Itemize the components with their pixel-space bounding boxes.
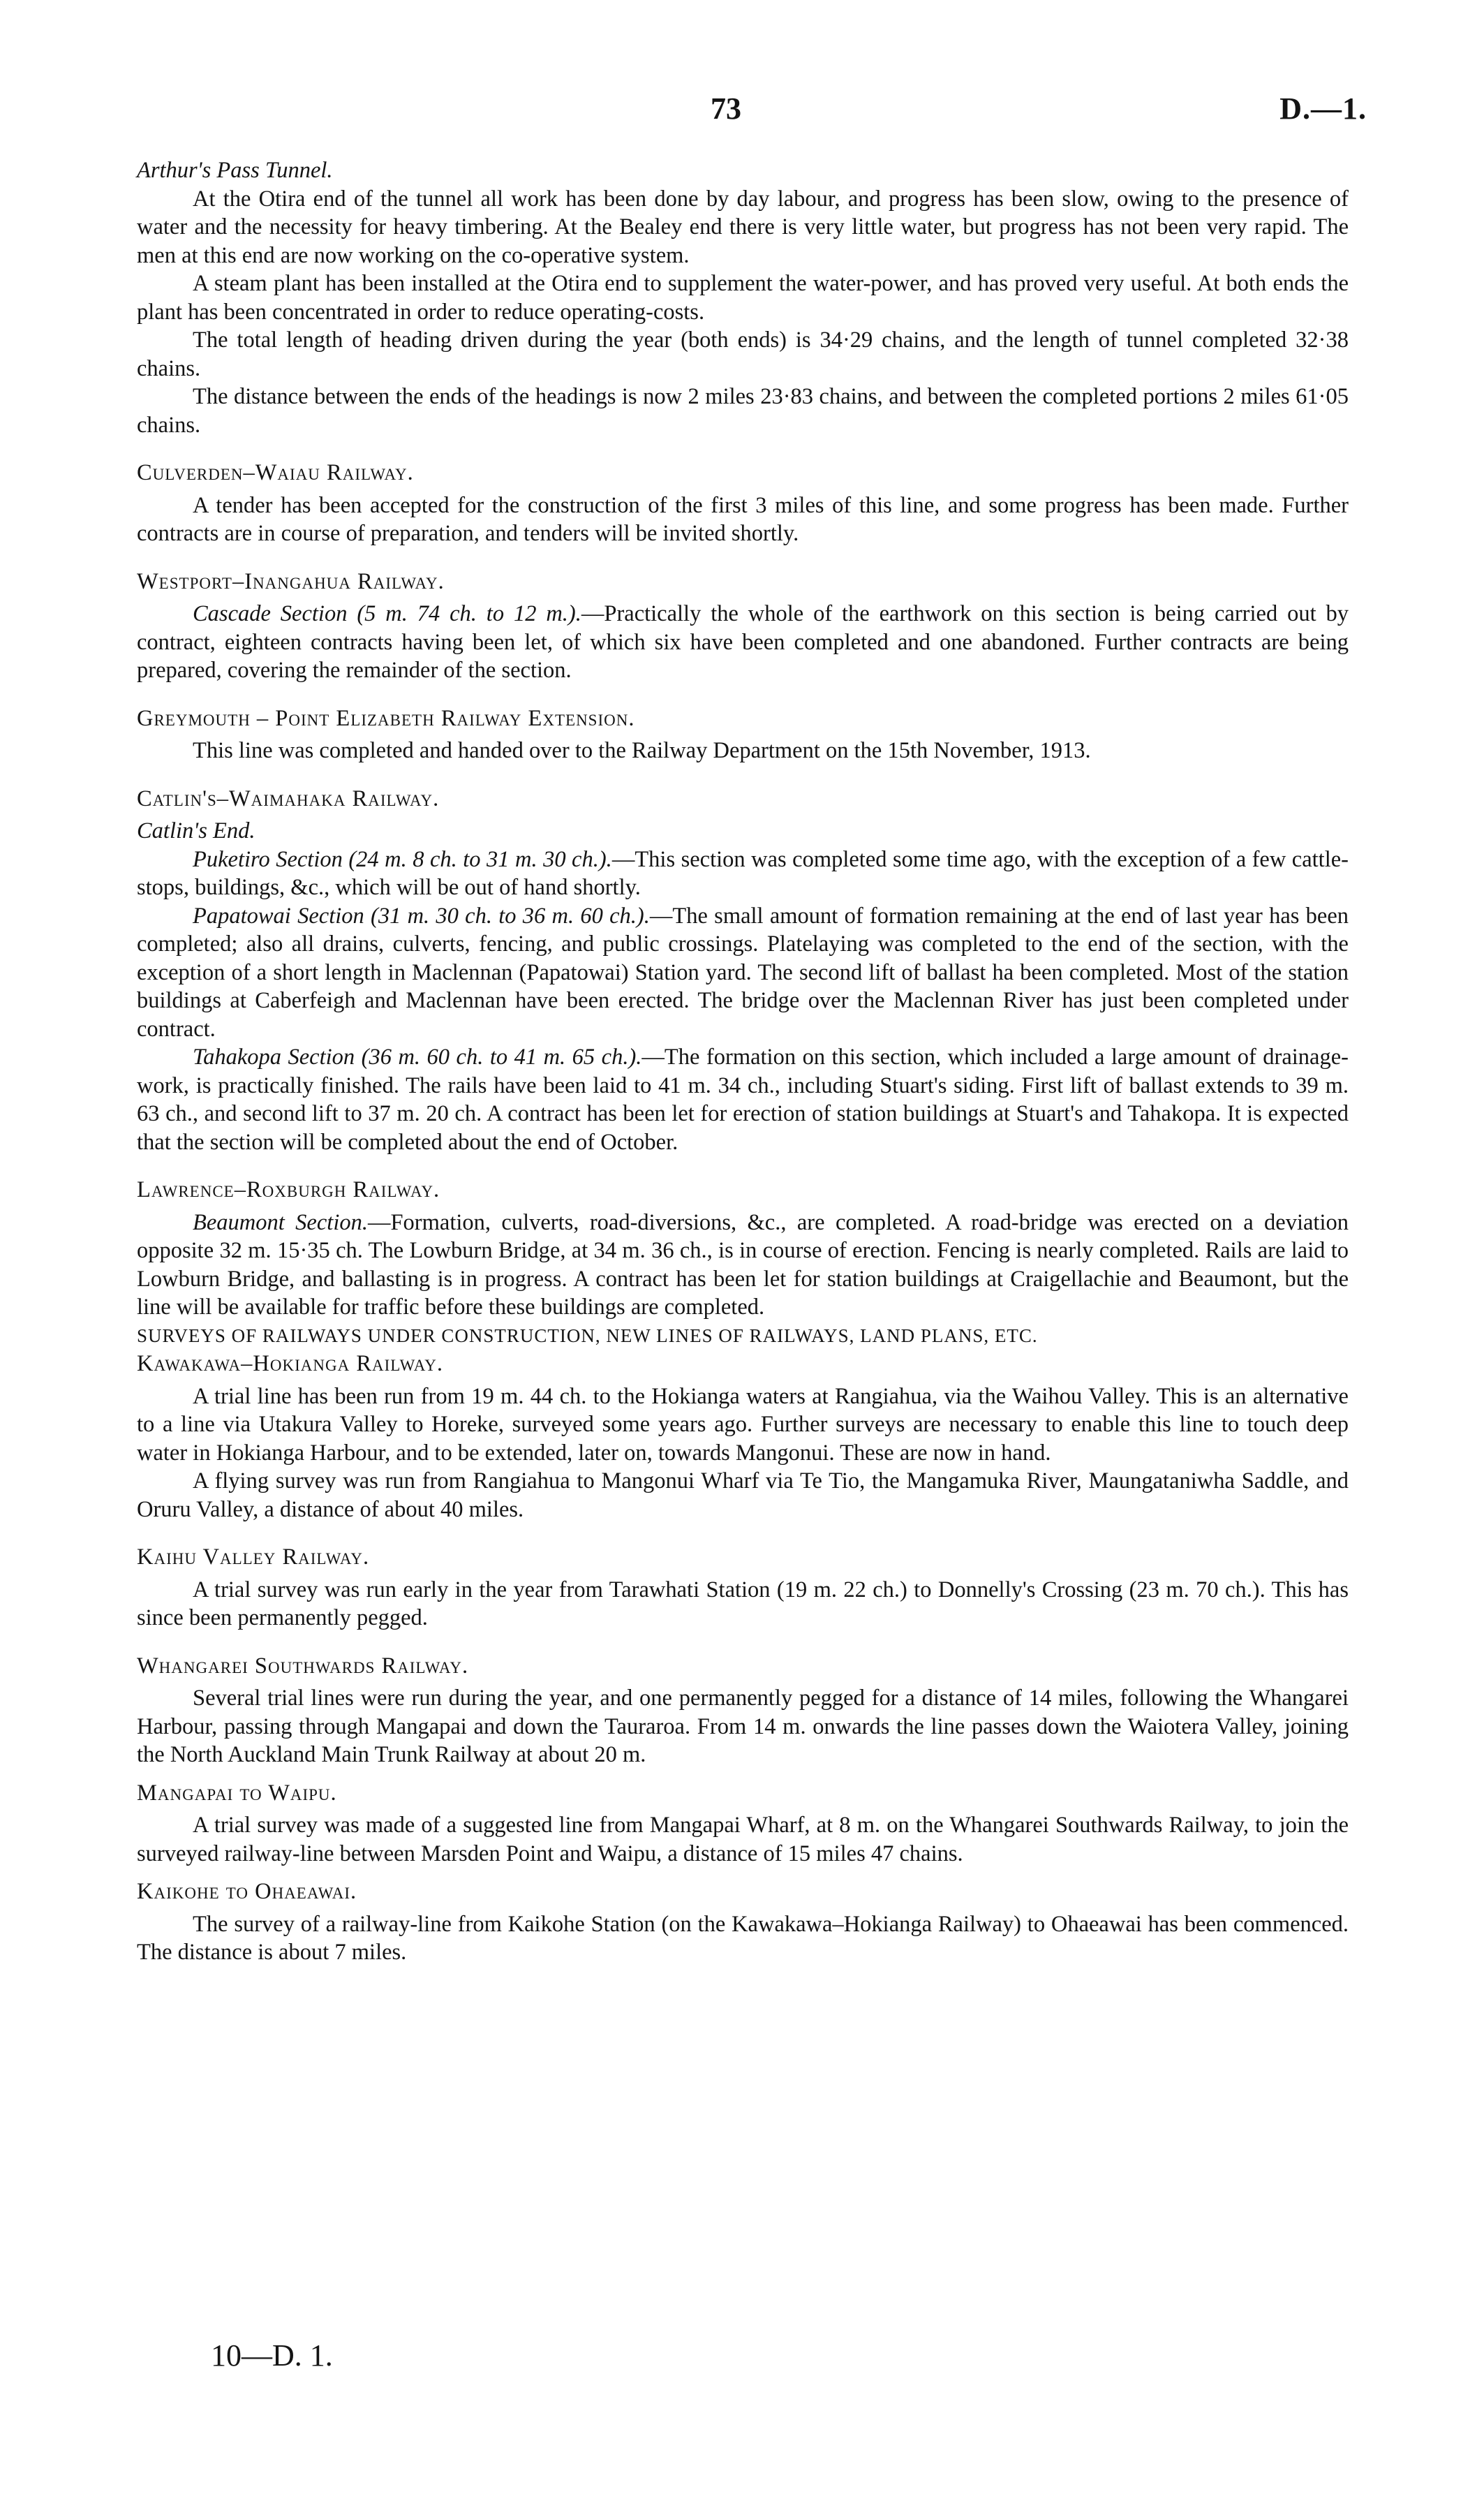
paragraph-text: —The small amount of formation remaining at the end of last year has been completed; also all drains, culverts, fencing, and public crossings. Platelaying was completed to the end of the section, with the exception of a short length in Maclennan (Papatowai) Station yard. The second lift of ballast ha been completed. Most of the station buildings at Caberfeigh and Maclennan have been erected. The bridge over the Maclennan River has just been completed under contract. <box>137 903 1349 1042</box>
section-subtitle-catlins-end: Catlin's End. <box>137 818 255 843</box>
paragraph: This line was completed and handed over to the Railway Department on the 15th November, 1913. <box>193 738 1091 763</box>
document-reference: D.—1. <box>1279 91 1367 126</box>
paragraph: The distance between the ends of the headings is now 2 miles 23·83 chains, and between the completed portions 2 miles 61·05 chains. <box>137 384 1349 438</box>
paragraph <box>137 846 1349 902</box>
paragraph: A trial line has been run from 19 m. 44 ch. to the Hokianga waters at Rangiahua, via the Waihou Valley. This is an alternative to a line via Utakura Valley to Horeke, surveyed some years ago. Further surveys are necessary to enable this line to touch deep water in Hokianga Harbour, and to be extended, later on, towards Mangonui. These are now in hand. <box>137 1383 1349 1466</box>
paragraph: A trial survey was run early in the year from Tarawhati Station (19 m. 22 ch.) to Donnelly's Crossing (23 m. 70 ch.). This has since been permanently pegged. <box>137 1577 1349 1630</box>
section-lead: Puketiro Section (24 m. 8 ch. to 31 m. 30 ch.). <box>193 846 612 872</box>
paragraph: The total length of heading driven during the year (both ends) is 34·29 chains, and the length of tunnel completed 32·38 chains. <box>137 327 1349 381</box>
paragraph: A trial survey was made of a suggested line from Mangapai Wharf, at 8 m. on the Whangarei Southwards Railway, to join the surveyed railway-line between Marsden Point and Waipu, a distance of 15 miles 47 chains. <box>137 1813 1349 1866</box>
paragraph-text: —Practically the whole of the earthwork on this section is being carried out by contract, eighteen contracts having been let, of which six have been completed and one abandoned. Further contracts are being prepared, covering the remainder of the section. <box>137 601 1349 683</box>
paragraph: Several trial lines were run during the year, and one permanently pegged for a distance of 14 miles, following the Whangarei Harbour, passing through Mangapai and down the Tauraroa. From 14 m. onwards the line passes down the Waiotera Valley, joining the North Auckland Main Trunk Railway at about 20 m. <box>137 1686 1349 1767</box>
paragraph <box>137 1209 1349 1322</box>
section-title-culverden: Culverden–Waiau Railway. <box>137 460 414 485</box>
section-title-lawrence: Lawrence–Roxburgh Railway. <box>137 1177 440 1202</box>
section-title-kawakawa: Kawakawa–Hokianga Railway. <box>137 1351 443 1376</box>
page-number: 73 <box>711 91 741 126</box>
section-title-greymouth: Greymouth – Point Elizabeth Railway Extension. <box>137 705 635 731</box>
paragraph: A steam plant has been installed at the Otira end to supplement the water-power, and has proved very useful. At both ends the plant has been concentrated in order to reduce operating-costs. <box>137 271 1349 325</box>
page-content <box>137 156 1349 1967</box>
section-title-kaikohe: Kaikohe to Ohaeawai. <box>137 1879 357 1904</box>
section-lead: Papatowai Section (31 m. 30 ch. to 36 m. 60 ch.). <box>193 903 650 929</box>
section-title-westport: Westport–Inangahua Railway. <box>137 568 445 594</box>
section-title-surveys: SURVEYS OF RAILWAYS UNDER CONSTRUCTION, NEW LINES OF RAILWAYS, LAND PLANS, ETC. <box>137 1325 1038 1346</box>
paragraph <box>137 902 1349 1044</box>
paragraph <box>137 600 1349 685</box>
paragraph: At the Otira end of the tunnel all work has been done by day labour, and progress has been slow, owing to the presence of water and the necessity for heavy timbering. At the Bealey end there is very little water, but progress has not been very rapid. The men at this end are now working on the co-operative system. <box>137 186 1349 268</box>
section-title-kaihu: Kaihu Valley Railway. <box>137 1544 370 1570</box>
section-title-catlins: Catlin's–Waimahaka Railway. <box>137 786 440 811</box>
paragraph: A flying survey was run from Rangiahua to Mangonui Wharf via Te Tio, the Mangamuka River, Maungataniwha Saddle, and Oruru Valley, a distance of about 40 miles. <box>137 1468 1349 1522</box>
footer-signature: 10—D. 1. <box>211 2338 333 2373</box>
section-title-mangapai: Mangapai to Waipu. <box>137 1780 337 1806</box>
section-lead: Cascade Section (5 m. 74 ch. to 12 m.). <box>193 601 581 626</box>
section-title-whangarei: Whangarei Southwards Railway. <box>137 1653 469 1679</box>
section-lead: Tahakopa Section (36 m. 60 ch. to 41 m. 65 ch.). <box>193 1045 642 1070</box>
paragraph-text: —This section was completed some time ago, with the exception of a few cattle-stops, buildings, &c., which will be out of hand shortly. <box>137 846 1349 900</box>
section-title-arthurs-pass: Arthur's Pass Tunnel. <box>137 158 333 183</box>
paragraph-text: —Formation, culverts, road-diversions, &c., are completed. A road-bridge was erected on a deviation opposite 32 m. 15·35 ch. The Lowburn Bridge, at 34 m. 36 ch., is in course of erection. Fencing is nearly completed. Rails are laid to Lowburn Bridge, and ballasting is in progress. A contract has been let for station buildings at Craigellachie and Beaumont, but the line will be available for traffic before these buildings are completed. <box>137 1209 1349 1320</box>
paragraph <box>137 1043 1349 1156</box>
section-lead: Beaumont Section. <box>193 1209 368 1235</box>
page-header <box>0 91 1484 133</box>
paragraph-text: —The formation on this section, which included a large amount of drainage-work, is practically finished. The rails have been laid to 41 m. 34 ch., including Stuart's siding. First lift of ballast extends to 39 m. 63 ch., and second lift to 37 m. 20 ch. A contract has been let for erection of station buildings at Stuart's and Tahakopa. It is expected that the section will be completed about the end of October. <box>137 1045 1349 1155</box>
paragraph: A tender has been accepted for the construction of the first 3 miles of this line, and some progress has been made. Further contracts are in course of preparation, and tenders will be invited shortly. <box>137 492 1349 546</box>
paragraph: The survey of a railway-line from Kaikohe Station (on the Kawakawa–Hokianga Railway) to Ohaeawai has been commenced. The distance is about 7 miles. <box>137 1911 1349 1965</box>
